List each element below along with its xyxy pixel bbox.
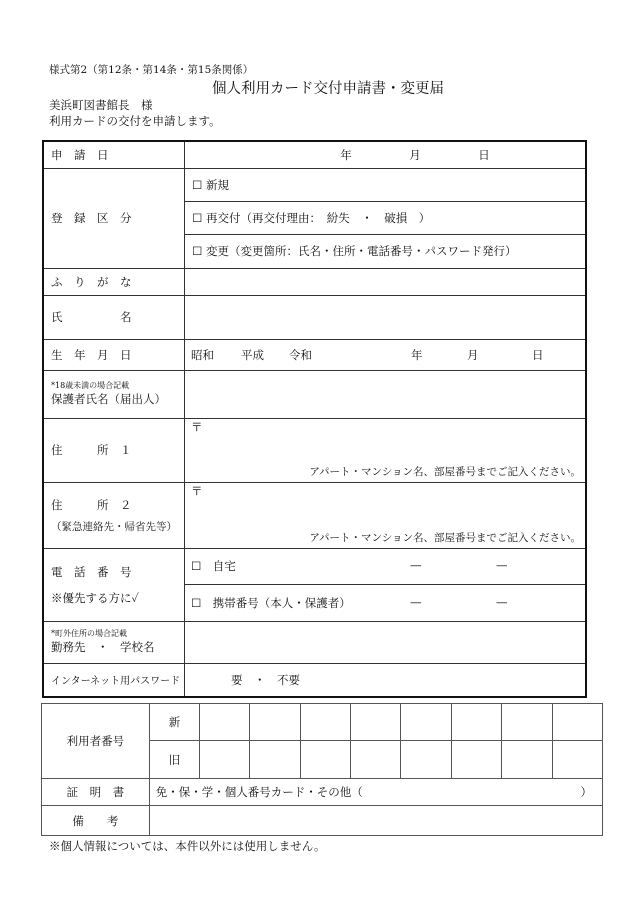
row-registration (43, 168, 586, 268)
guardian-label: *18歳未満の場合記載 保護者氏名（届出人） (43, 370, 185, 418)
remarks-field[interactable] (149, 806, 602, 836)
birthdate-label: 生 年 月 日 (43, 339, 185, 370)
phone-dash: — (496, 557, 508, 572)
address2-label: 住 所 ２ （緊急連絡先・帰省先等） (43, 482, 185, 548)
user-number-old-digit[interactable] (502, 741, 552, 779)
phone-mobile-checkbox[interactable]: ☐ 携帯番号（本人・保護者） (191, 595, 351, 610)
phone-dash: — (410, 594, 422, 609)
era-reiwa[interactable]: 令和 (289, 347, 312, 362)
user-number-old-digit[interactable] (200, 741, 250, 779)
user-number-new-digit[interactable] (401, 704, 451, 741)
phone-dash: — (410, 557, 422, 572)
furigana-field[interactable] (185, 268, 587, 295)
era-showa[interactable]: 昭和 (191, 347, 214, 362)
user-number-label: 利用者番号 (42, 704, 150, 779)
phone-dash: — (496, 594, 508, 609)
address1-field[interactable] (185, 418, 587, 482)
postal-mark-1: 〒 (191, 420, 203, 434)
address1-hint: アパート・マンション名、部屋番号までご記入ください。 (309, 466, 581, 478)
guardian-field[interactable] (185, 370, 587, 418)
row-apply-date (43, 141, 586, 168)
postal-mark-2: 〒 (191, 484, 203, 498)
birth-month-label: 月 (467, 347, 479, 362)
user-number-new-digit[interactable] (351, 704, 401, 741)
user-number-new-digit[interactable] (552, 704, 602, 741)
certificate-options: 免・保・学・個人番号カード・その他（ (155, 785, 363, 799)
row-birthdate (43, 339, 586, 370)
user-number-old-digit[interactable] (351, 741, 401, 779)
phone-priority-note: ※優先する方に✓ (51, 590, 139, 605)
office-use-table (41, 703, 603, 836)
row-guardian (43, 370, 586, 418)
era-heisei[interactable]: 平成 (241, 347, 264, 362)
registration-option-new[interactable]: ☐ 新規 (185, 169, 585, 202)
registration-option-change[interactable]: ☐ 変更（変更箇所：氏名・住所・電話番号・パスワード発行） (192, 244, 517, 258)
user-number-new-digit[interactable] (451, 704, 501, 741)
certificate-field[interactable] (149, 779, 602, 806)
user-number-new-digit[interactable] (200, 704, 250, 741)
user-number-new-row (42, 704, 603, 741)
certificate-row (42, 779, 603, 806)
privacy-footer: ※個人情報については、本件以外には使用しません。 (49, 839, 326, 853)
row-address1 (43, 418, 586, 482)
user-number-new-label: 新 (149, 704, 199, 741)
password-label: インターネット用パスワード (43, 663, 185, 697)
remarks-row (42, 806, 603, 836)
apply-date-label: 申 請 日 (43, 141, 185, 168)
birth-day-label: 日 (532, 347, 544, 362)
page-title: 個人利用カード交付申請書・変更届 (212, 81, 444, 97)
user-number-new-digit[interactable] (502, 704, 552, 741)
birthdate-field[interactable] (185, 339, 587, 370)
phone-label: 電 話 番 号 ※優先する方に✓ (43, 548, 185, 621)
application-form-table (42, 140, 587, 698)
registration-label: 登 録 区 分 (43, 168, 185, 268)
addressee: 美浜町図書館長 様 (49, 98, 153, 112)
registration-option-reissue[interactable]: ☐ 再交付（再交付理由： 紛失 ・ 破損 ） (185, 202, 585, 235)
user-number-old-digit[interactable] (250, 741, 300, 779)
workplace-label: *町外住所の場合記載 勤務先 ・ 学校名 (43, 621, 185, 663)
row-furigana (43, 268, 586, 295)
apply-date-field[interactable]: 年 月 日 (185, 141, 587, 168)
certificate-label: 証 明 書 (42, 779, 150, 806)
user-number-old-digit[interactable] (401, 741, 451, 779)
remarks-label: 備 考 (42, 806, 150, 836)
phone-home-field[interactable] (185, 549, 585, 585)
row-phone (43, 548, 586, 621)
password-field[interactable]: 要 ・ 不要 (185, 663, 587, 697)
address2-field[interactable] (185, 482, 587, 548)
workplace-field[interactable] (185, 621, 587, 663)
address1-label: 住 所 １ (43, 418, 185, 482)
user-number-old-digit[interactable] (300, 741, 350, 779)
phone-home-checkbox[interactable]: ☐ 自宅 (191, 558, 236, 573)
row-name (43, 295, 586, 339)
furigana-label: ふ り が な (43, 268, 185, 295)
row-workplace (43, 621, 586, 663)
user-number-old-label: 旧 (149, 741, 199, 779)
birth-year-label: 年 (411, 347, 423, 362)
name-label: 氏 名 (43, 295, 185, 339)
user-number-old-digit[interactable] (552, 741, 602, 779)
user-number-new-digit[interactable] (250, 704, 300, 741)
row-address2 (43, 482, 586, 548)
phone-mobile-field[interactable] (185, 585, 585, 621)
name-field[interactable] (185, 295, 587, 339)
certificate-close: ） (580, 785, 592, 799)
row-password (43, 663, 586, 697)
user-number-new-digit[interactable] (300, 704, 350, 741)
user-number-old-digit[interactable] (451, 741, 501, 779)
address2-hint: アパート・マンション名、部屋番号までご記入ください。 (309, 532, 581, 544)
form-reference: 様式第2（第12条・第14条・第15条関係） (49, 64, 254, 76)
application-statement: 利用カードの交付を申請します。 (49, 114, 221, 128)
